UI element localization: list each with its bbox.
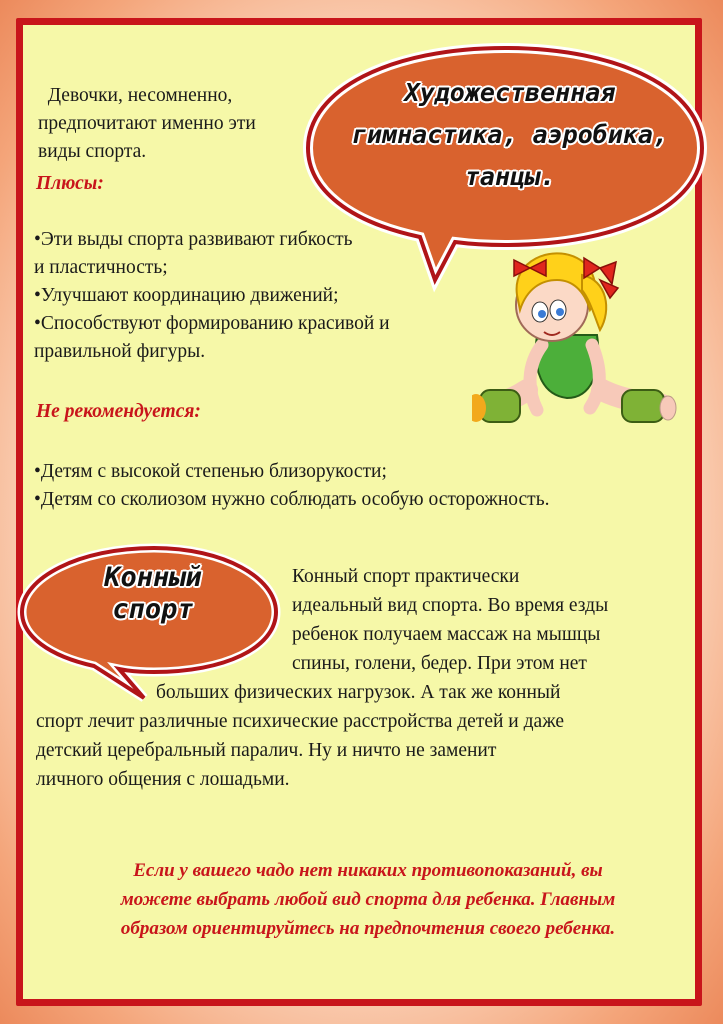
not-recommended-list bbox=[34, 458, 549, 514]
not-recommended-heading: Не рекомендуется: bbox=[36, 401, 201, 422]
gymnastics-heading: Художественная гимнастика, аэробика, танцы. bbox=[351, 78, 669, 191]
list-item: •Детям со сколиозом нужно соблюдать особую осторожность. bbox=[34, 489, 550, 510]
list-item: •Детям с высокой степенью близорукости; bbox=[34, 461, 387, 482]
list-item: •Улучшают координацию движений; bbox=[34, 285, 339, 306]
list-item: •Способствуют формированию красивой и правильной фигуры. bbox=[34, 313, 390, 362]
intro-text: Девочки, несомненно, предпочитают именно эти виды спорта. bbox=[38, 85, 256, 162]
list-item: •Эти выды спорта развивают гибкость и пластичность; bbox=[34, 229, 353, 278]
closing-advice: Если у вашего чадо нет никаких противопоказаний, вы можете выбрать любой вид спорта для ребенка. Главным образом ориентируйтесь на предпочтения своего ребенка. bbox=[120, 860, 616, 939]
girl-doing-splits-illustration bbox=[472, 240, 677, 440]
horse-text-top: Конный спорт практически идеальный вид спорта. Во время езды ребенок получаем массаж на мышцы спины, голени, бедер. При этом нет bbox=[292, 566, 609, 674]
pros-list bbox=[34, 226, 390, 366]
horse-text-bottom: больших физических нагрузок. А так же конный спорт лечит различные психические расстройства детей и даже детский церебральный паралич. Ну и ничто не заменит личного общения с лошадьми. bbox=[36, 682, 565, 790]
horse-heading: Конный спорт bbox=[104, 562, 202, 625]
pros-heading: Плюсы: bbox=[36, 173, 104, 194]
